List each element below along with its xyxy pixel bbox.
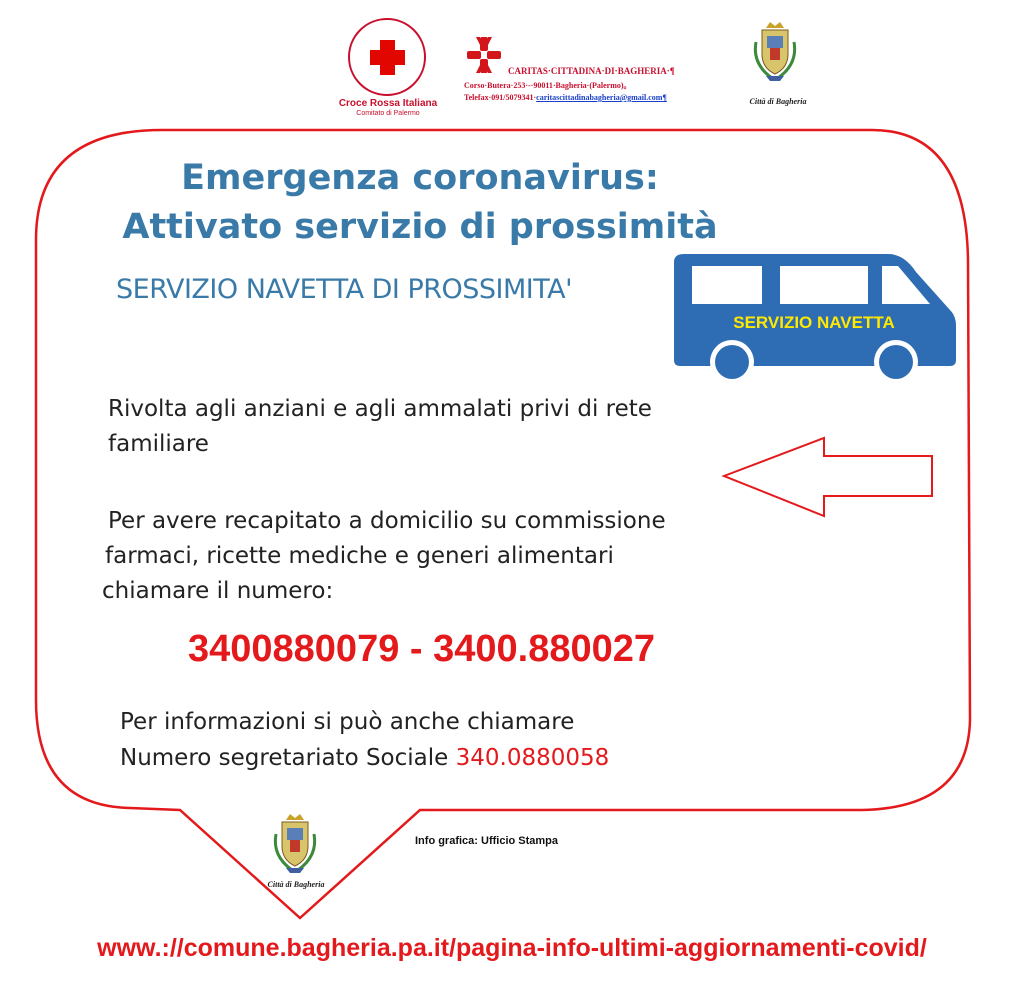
headline-line-2: Attivato servizio di prossimità bbox=[122, 207, 718, 247]
service-subtitle: SERVIZIO NAVETTA DI PROSSIMITA' bbox=[116, 274, 573, 305]
left-arrow-icon bbox=[718, 432, 938, 520]
red-cross-logo bbox=[336, 18, 440, 122]
caritas-telefax: Telefax·091/5079341· bbox=[464, 93, 537, 102]
service-description-line-1: Per avere recapitato a domicilio su commissione bbox=[108, 508, 666, 534]
city-crest-icon bbox=[750, 20, 800, 84]
caritas-cross-icon bbox=[466, 36, 502, 74]
target-audience-line-1: Rivolta agli anziani e agli ammalati privi di rete bbox=[108, 396, 652, 422]
social-secretariat-number: 340.0880058 bbox=[455, 745, 610, 771]
red-cross-name: Croce Rossa Italiana bbox=[338, 98, 438, 109]
website-link[interactable]: www.://comune.bagheria.pa.it/pagina-info-ultimi-aggiornamenti-covid/ bbox=[97, 934, 927, 962]
caritas-address: Corso·Butera·253·-·90011·Bagheria·(Palermo)。 bbox=[464, 81, 632, 90]
graphics-credit: Info grafica: Ufficio Stampa bbox=[415, 835, 559, 847]
headline-line-1: Emergenza coronavirus: bbox=[181, 158, 659, 198]
caritas-email-link[interactable]: caritascittadinabagheria@gmail.com¶ bbox=[536, 93, 667, 102]
caritas-title: CARITAS·CITTADINA·DI·BAGHERIA·¶ bbox=[508, 66, 675, 76]
caritas-contact bbox=[464, 93, 667, 102]
phone-numbers: 3400880079 - 3400.880027 bbox=[188, 628, 656, 670]
city-caption-top: Città di Bagheria bbox=[749, 97, 807, 106]
service-description-line-2: farmaci, ricette mediche e generi alimentari bbox=[105, 543, 614, 569]
city-crest-icon-bottom bbox=[270, 812, 320, 876]
red-cross-committee: Comitato di Palermo bbox=[356, 110, 420, 117]
target-audience-line-2: familiare bbox=[108, 431, 209, 457]
social-secretariat-label: Numero segretariato Sociale bbox=[120, 745, 456, 771]
shuttle-bus-label: SERVIZIO NAVETTA bbox=[733, 313, 895, 332]
service-description-line-3: chiamare il numero: bbox=[102, 578, 334, 604]
info-line-1: Per informazioni si può anche chiamare bbox=[120, 709, 575, 735]
info-line-2 bbox=[120, 745, 609, 771]
red-cross-icon-bar bbox=[370, 50, 405, 65]
caritas-letterhead bbox=[464, 36, 714, 106]
city-caption-bottom: Città di Bagheria bbox=[267, 880, 325, 889]
